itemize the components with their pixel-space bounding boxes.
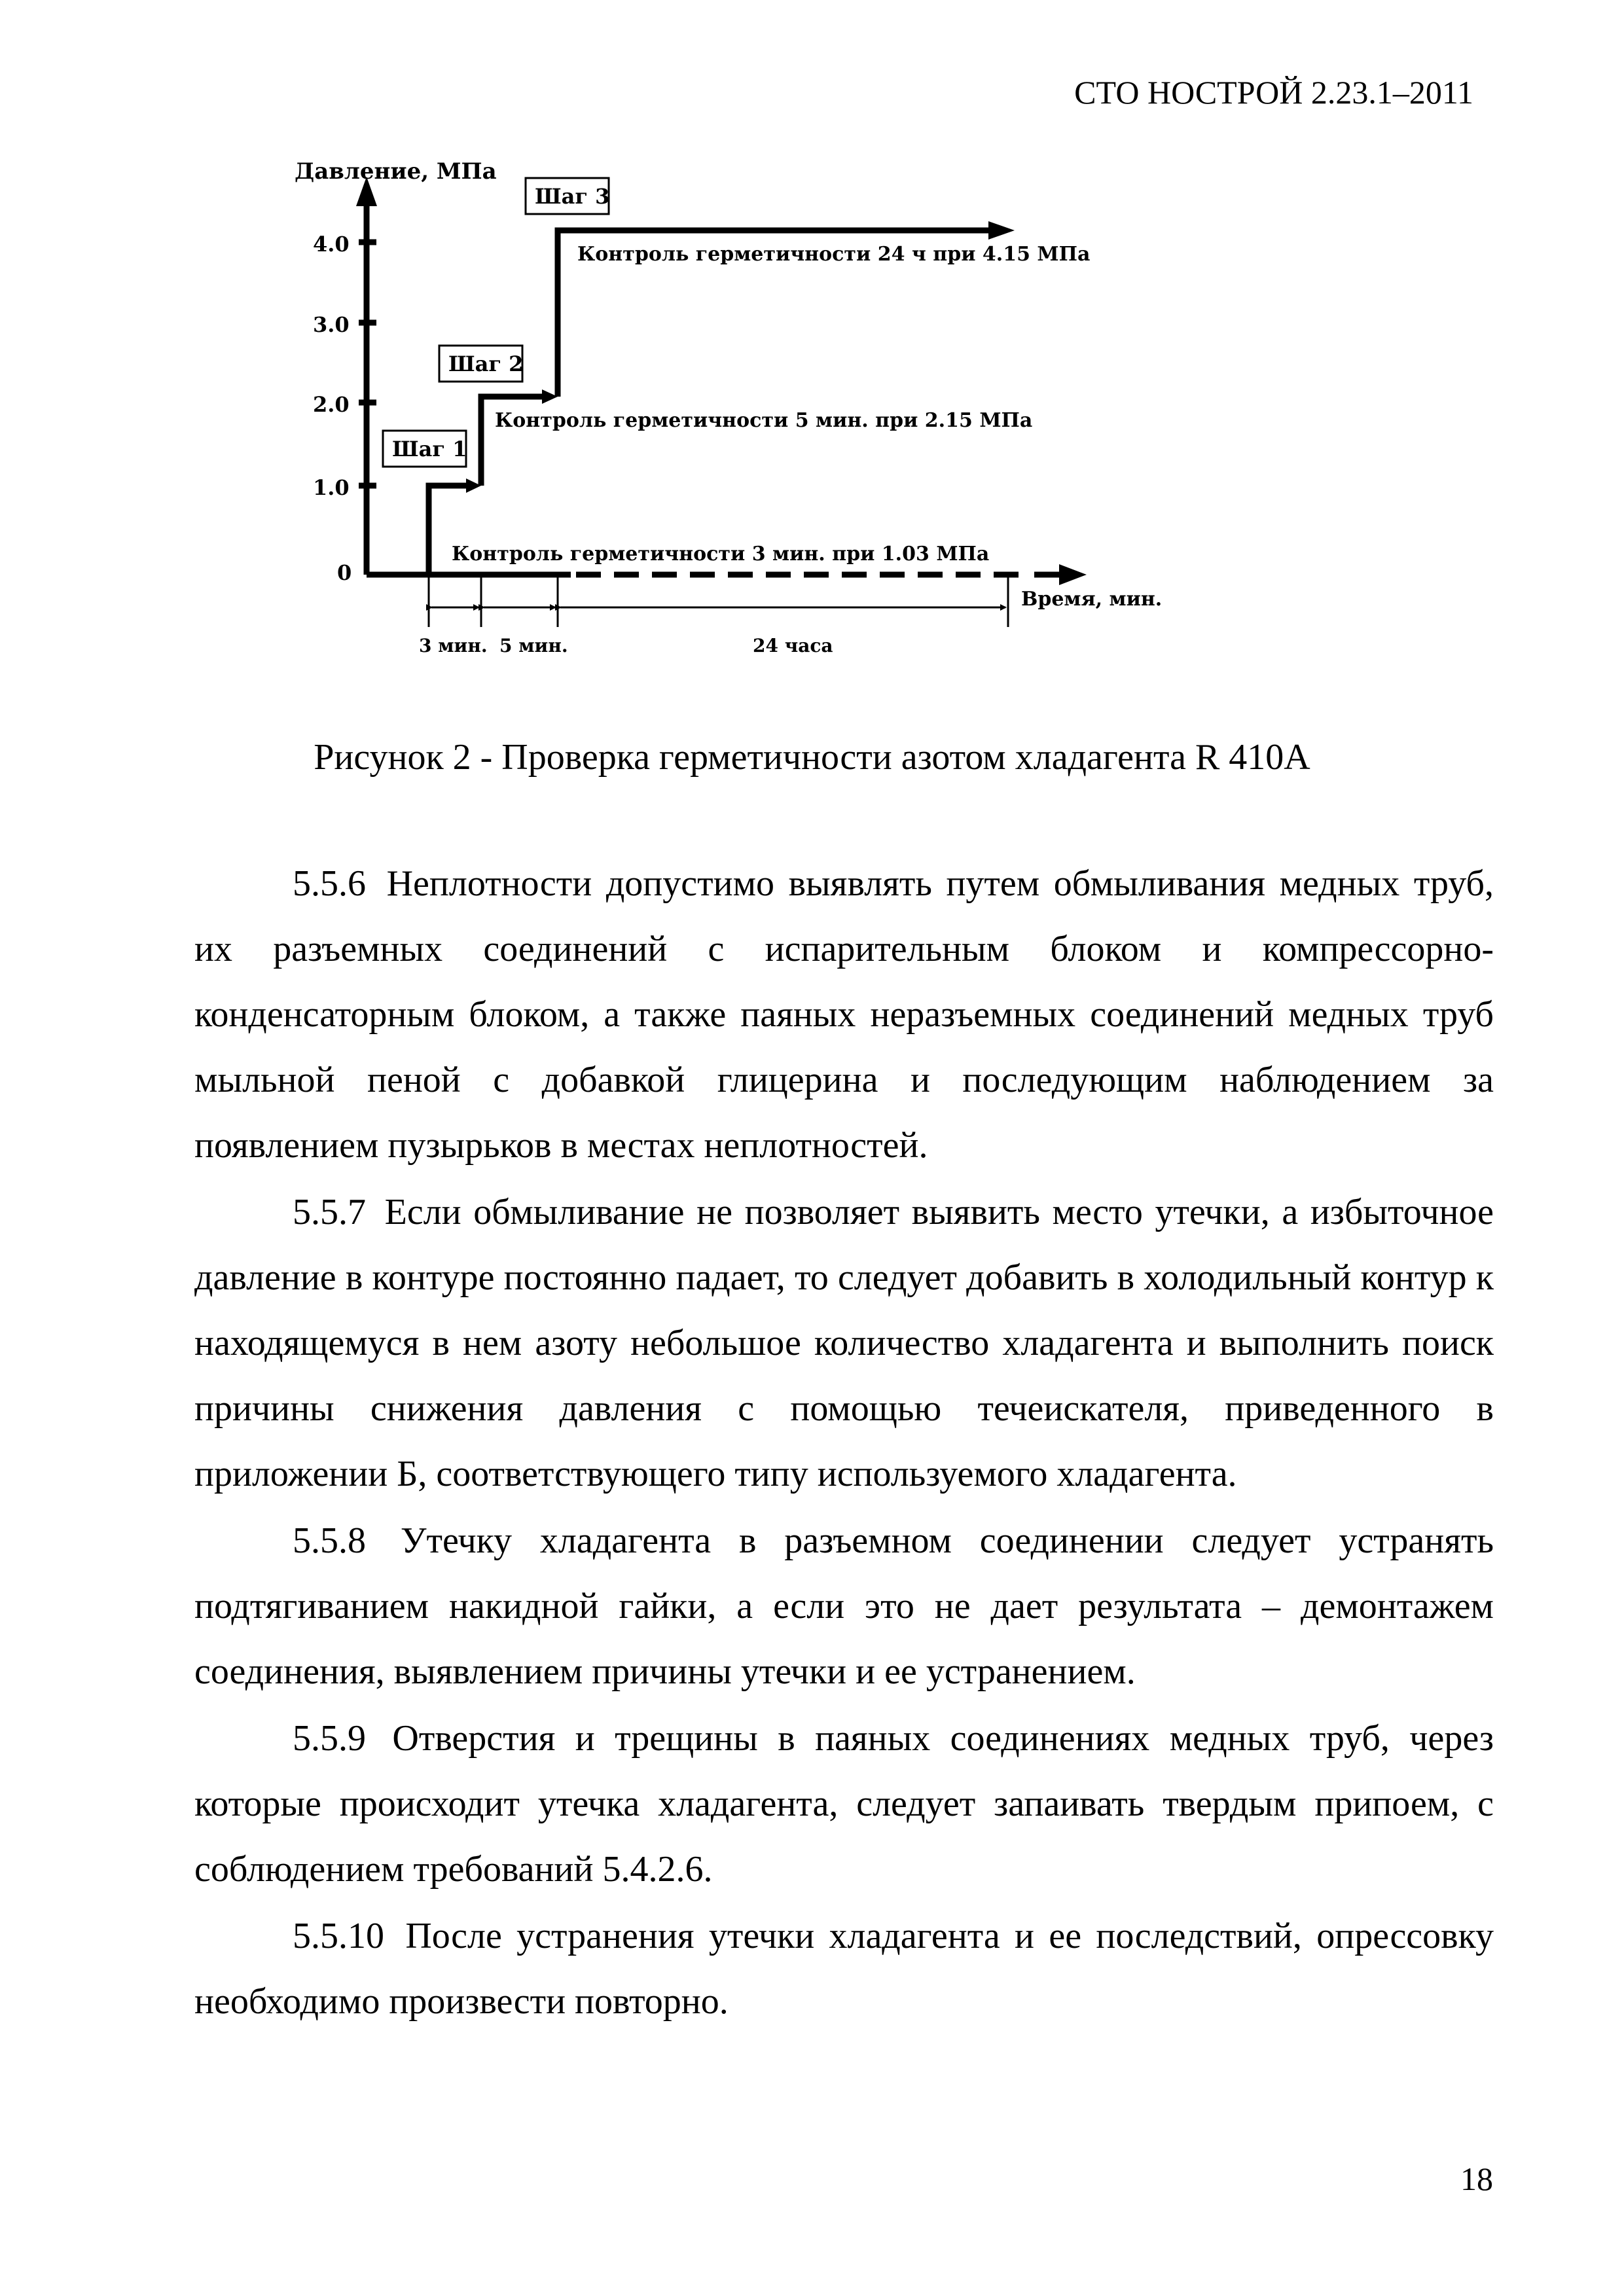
step1-box xyxy=(383,431,467,467)
step3-label: Шаг 3 xyxy=(535,184,610,209)
figure-caption: Рисунок 2 - Проверка герметичности азотом хладагента R 410А xyxy=(314,737,1310,778)
y-tick-label: 1.0 xyxy=(313,475,350,500)
paragraph xyxy=(194,1903,1494,2034)
step3-note: Контроль герметичности 24 ч при 4.15 МПа xyxy=(577,243,1091,266)
duration-label: 24 часа xyxy=(753,635,833,656)
paragraph-number: 5.5.8 xyxy=(293,1520,366,1561)
paragraph-number: 5.5.9 xyxy=(293,1718,366,1759)
document-body xyxy=(194,851,1494,2036)
pressure-test-diagram xyxy=(0,0,1624,707)
document-header: СТО НОСТРОЙ 2.23.1–2011 xyxy=(1074,74,1473,111)
y-tick-label: 3.0 xyxy=(313,312,350,337)
paragraph xyxy=(194,851,1494,1178)
paragraph-text: Если обмыливание не позволяет выявить место утечки, а избыточное давление в контуре постоянно падает, то следует добавить в холодильный контур к находящемуся в нем азоту небольшое количество хладагента и выполнить поиск причины снижения давления с помощью течеискателя, приведенного в приложении Б, соответствующего типу используемого хладагента. xyxy=(194,1192,1494,1494)
x-axis-arrow-icon xyxy=(1059,564,1087,585)
step3-arrow-icon xyxy=(988,221,1015,240)
y-axis-label: Давление, МПа xyxy=(295,158,497,185)
step2-note: Контроль герметичности 5 мин. при 2.15 МПа xyxy=(495,409,1033,432)
paragraph xyxy=(194,1179,1494,1507)
y-tick-label: 4.0 xyxy=(313,232,350,257)
duration-label: 5 мин. xyxy=(499,635,568,656)
x-axis-label: Время, мин. xyxy=(1021,588,1163,611)
step3-box xyxy=(526,178,609,214)
y-tick-label: 2.0 xyxy=(313,392,350,417)
duration-label: 3 мин. xyxy=(419,635,488,656)
step2-box xyxy=(439,346,523,382)
paragraph-number: 5.5.6 xyxy=(293,863,366,904)
step2-label: Шаг 2 xyxy=(448,351,524,376)
paragraph-number: 5.5.10 xyxy=(293,1916,384,1956)
step1-note: Контроль герметичности 3 мин. при 1.03 МПа xyxy=(452,543,990,565)
paragraph-text: После устранения утечки хладагента и ее последствий, опрессовку необходимо произвести повторно. xyxy=(194,1916,1494,2022)
paragraph xyxy=(194,1508,1494,1704)
paragraph xyxy=(194,1706,1494,1902)
paragraph-text: Отверстия и трещины в паяных соединениях медных труб, через которые происходит утечка хладагента, следует запаивать твердым припоем, с соблюдением требований 5.4.2.6. xyxy=(194,1718,1494,1890)
paragraph-number: 5.5.7 xyxy=(293,1192,366,1232)
duration-ticks xyxy=(429,576,1008,627)
step1-label: Шаг 1 xyxy=(392,437,467,461)
paragraph-text: Неплотности допустимо выявлять путем обмыливания медных труб, их разъемных соединений с испарительным блоком и компрессорно-конденсаторным блоком, а также паяных неразъемных соединений медных труб мыльной пеной с добавкой глицерина и последующим наблюдением за появлением пузырьков в местах неплотностей. xyxy=(194,863,1494,1166)
page-number: 18 xyxy=(1460,2161,1493,2197)
paragraph-text: Утечку хладагента в разъемном соединении следует устранять подтягиванием накидной гайки, а если это не дает результата – демонтажем соединения, выявлением причины утечки и ее устранением. xyxy=(194,1520,1494,1692)
y-tick-label: 0 xyxy=(337,560,352,585)
